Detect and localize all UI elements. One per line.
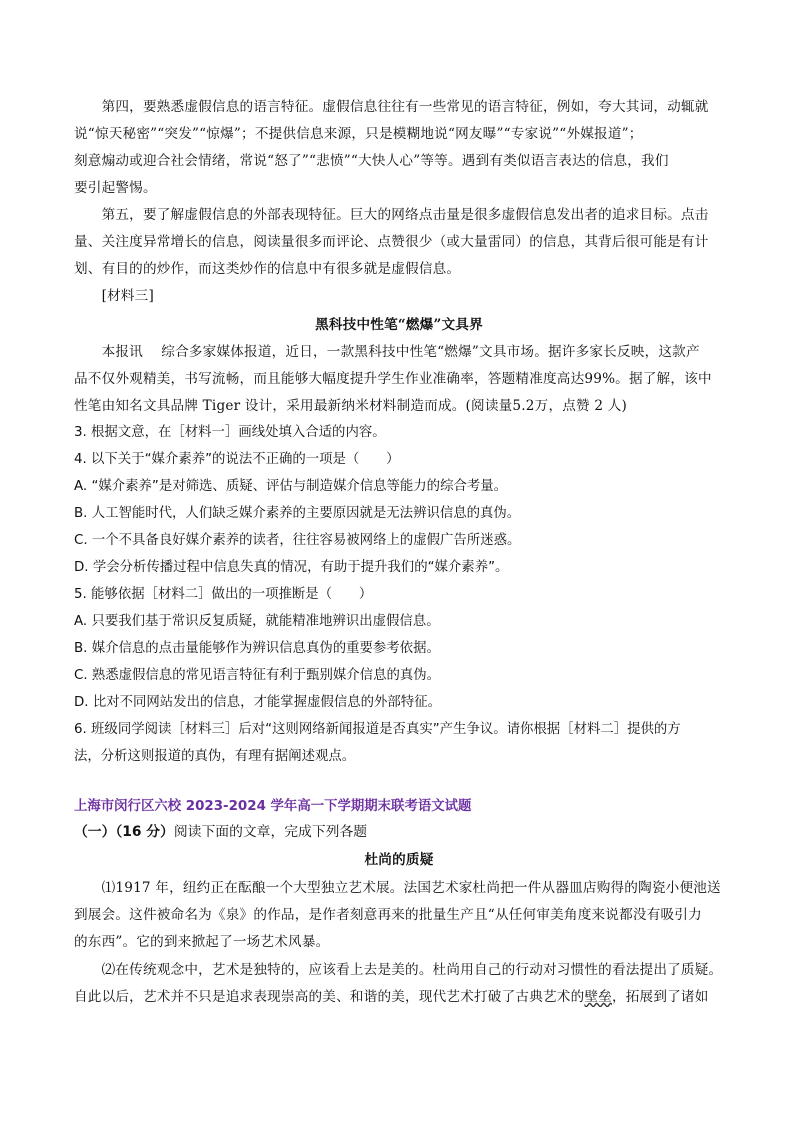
question-5-option-b: B. 媒介信息的点击量能够作为辨识信息真伪的重要参考依据。 bbox=[74, 641, 440, 656]
article-p2-tail: ，拓展到了诸如 bbox=[611, 989, 709, 1005]
material2-p5-line: 划、有目的的炒作，而这类炒作的信息中有很多就是虚假信息。 bbox=[74, 261, 461, 277]
article-p2-line: ⑵在传统观念中，艺术是独特的，应该看上去是美的。杜尚用自己的行动对习惯性的看法提出了质疑。 bbox=[74, 962, 723, 978]
material3-title: 黑科技中性笔“燃爆”文具界 bbox=[315, 317, 483, 333]
question-4-option-a: A. “媒介素养”是对筛选、质疑、评估与制造媒介信息等能力的综合考量。 bbox=[74, 479, 508, 494]
material2-p4-line: 第四，要熟悉虚假信息的语言特征。虚假信息往往有一些常见的语言特征，例如，夸大其词，动辄就 bbox=[74, 99, 709, 115]
question-5-option-c: C. 熟悉虚假信息的常见语言特征有利于甄别媒介信息的真伪。 bbox=[74, 668, 441, 683]
underlined-word: 壁垒 bbox=[584, 989, 612, 1005]
material2-p4-line: 刻意煽动或迎合社会情绪，常说“怒了”“悲愤”“大快人心”等等。遇到有类似语言表达的信息，我们 bbox=[74, 153, 669, 169]
section-heading-score: （一）（16 分） bbox=[74, 824, 174, 840]
article-p2-text: 自此以后，艺术并不只是追求表现崇高的美、和谐的美，现代艺术打破了古典艺术的 bbox=[74, 989, 585, 1005]
question-3: 3. 根据文意，在［材料一］画线处填入合适的内容。 bbox=[74, 425, 386, 440]
material2-p4-line: 说“惊天秘密”“突发”“惊爆”；不提供信息来源，只是模糊地说“网友曝”“专家说”“外媒报道”； bbox=[74, 126, 643, 142]
material2-p5-line: 量、关注度异常增长的信息，阅读量很多而评论、点赞很少（或大量雷同）的信息，其背后很可能是有计 bbox=[74, 234, 709, 250]
material3-body-line: 本报讯 综合多家媒体报道，近日，一款黑科技中性笔“燃爆”文具市场。据许多家长反映，这款产 bbox=[74, 344, 700, 360]
question-5-option-d: D. 比对不同网站发出的信息，才能掌握虚假信息的外部特征。 bbox=[74, 695, 441, 710]
question-4-option-c: C. 一个不具备良好媒介素养的读者，往往容易被网络上的虚假广告所迷惑。 bbox=[74, 533, 521, 548]
material2-p4-line: 要引起警惕。 bbox=[74, 180, 157, 196]
material3-body-line: 品不仅外观精美，书写流畅，而且能够大幅度提升学生作业准确率，答题精准度高达99%。据了解，该中 bbox=[74, 371, 712, 387]
article-title: 杜尚的质疑 bbox=[364, 852, 434, 868]
article-p1-line: ⑴1917 年，纽约正在酝酿一个大型独立艺术展。法国艺术家杜尚把一件从器皿店购得的陶瓷小便池送 bbox=[74, 880, 721, 896]
article-p1-line: 的东西”。它的到来掀起了一场艺术风暴。 bbox=[74, 934, 330, 950]
exam-source-header: 上海市闵行区六校 2023-2024 学年高一下学期期末联考语文试题 bbox=[74, 799, 472, 814]
question-5-option-a: A. 只要我们基于常识反复质疑，就能精准地辨识出虚假信息。 bbox=[74, 614, 440, 629]
article-p1-line: 到展会。这件被命名为《泉》的作品，是作者刻意再来的批量生产且“从任何审美角度来说都没有吸引力 bbox=[74, 907, 702, 923]
section-heading bbox=[74, 822, 724, 842]
material3-body-line: 性笔由知名文具品牌 Tiger 设计，采用最新纳米材料制造而成。(阅读量5.2万，点赞 2 人) bbox=[74, 398, 628, 414]
article-p2-line bbox=[74, 987, 724, 1007]
question-4: 4. 以下关于“媒介素养”的说法不正确的一项是（ ） bbox=[74, 452, 400, 467]
question-4-option-b: B. 人工智能时代，人们缺乏媒介素养的主要原因就是无法辨识信息的真伪。 bbox=[74, 506, 521, 521]
question-5: 5. 能够依据［材料二］做出的一项推断是（ ） bbox=[74, 587, 373, 602]
question-4-option-d: D. 学会分析传播过程中信息失真的情况，有助于提升我们的“媒介素养”。 bbox=[74, 560, 509, 575]
material2-p5-line: 第五，要了解虚假信息的外部表现特征。巨大的网络点击量是很多虚假信息发出者的追求目标。点击 bbox=[74, 207, 709, 223]
section-heading-instruction: 阅读下面的文章，完成下列各题 bbox=[173, 824, 368, 840]
question-6-line: 6. 班级同学阅读［材料三］后对“这则网络新闻报道是否真实”产生争议。请你根据［材料二］提供的方 bbox=[74, 722, 681, 737]
question-6-line: 法，分析这则报道的真伪，有理有据阐述观点。 bbox=[74, 749, 356, 764]
material3-label: [材料三] bbox=[74, 288, 154, 304]
